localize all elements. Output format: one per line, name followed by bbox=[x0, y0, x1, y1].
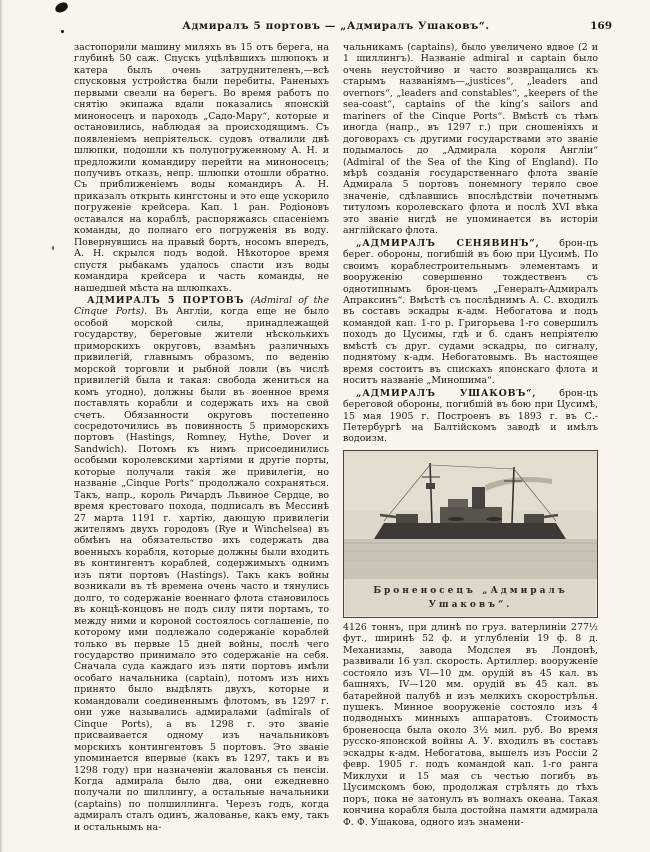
figure-caption-line1: Броненосецъ „Адмиралъ bbox=[373, 585, 568, 596]
scan-artifact bbox=[52, 246, 54, 250]
article-body: брон-цъ берег. обороны, погибшій въ бою при Цусимѣ. По своимъ кораблестроительнымъ элементамъ и вооруженію совершенно тождественъ съ однотипнымъ брон-цемъ „Генералъ-Адмиралъ Апраксинъ“. Вмѣстѣ съ послѣднимъ А. С. входилъ въ составъ эскадры к-адм. Небогатова и подъ командой кап. 1-го р. Григорьева 1-го совершилъ походъ до Цусимы, гдѣ и б. сданъ непріятелю вмѣстѣ съ друг. судами эскадры, по сигналу, поднятому к-адм. Небогатовымъ. Въ настоящее время состоитъ въ спискахъ японскаго флота и носитъ названіе „Миношима“. bbox=[343, 237, 598, 387]
article-title: „АДМИРАЛЪ СЕНЯВИНЪ“, bbox=[356, 237, 540, 249]
paragraph-continuation: 4126 тоннъ, при длинѣ по груз. ватерлиніи 277½ фут., ширинѣ 52 ф. и углубленіи 19 ф. 8 д. Механизмы, завода Модслея въ Лондонѣ, развивали 16 узл. скорость. Артиллер. вооруженіе состояло изъ VI—10 дм. орудій въ 45 кал. въ башняхъ, IV—120 мм. орудій въ 45 кал. въ батарейной палубѣ и изъ мелкихъ скорострѣльн. пушекъ. Минное вооруженіе состояло изъ 4 подводныхъ минныхъ аппаратовъ. Стоимость броненосца была около 3½ мил. руб. Во время русско-японской войны А. У. входилъ въ составъ эскадры к-адм. Небогатова, вышелъ изъ Россіи 2 февр. 1905 г. подъ командой кап. 1-го ранга Миклухи и 15 мая съ честью погибъ въ Цусимскомъ бою, продолжая стрѣлять до тѣхъ поръ, пока не затонулъ въ волнахъ океана. Такая кончина корабля была достойна памяти адмирала Ф. Ф. Ушакова, одного изъ знамени- bbox=[343, 621, 598, 828]
article-title: АДМИРАЛЪ 5 ПОРТОВЪ bbox=[87, 294, 245, 306]
paragraph-continuation: застопорили машину миляхъ въ 15 отъ берега, на глубинѣ 50 саж. Спускъ уцѣлѣвшихъ шлюпокъ и катера былъ очень затруднителенъ,—всѣ спусковыя устройства были перебиты. Раненыхъ первыми свезли на берегъ. Во время работъ по снятію экипажа вдали показались японскій миноносецъ и пароходъ „Садо-Мару“, которые и остановились, наблюдая за происходящимъ. Съ появленіемъ непріятельск. судовъ отвалили двѣ шлюпки, подошли къ полупогруженному А. Н. и предложили командиру перейти на миноносецъ; получивъ отказъ, непр. шлюпки отошли обратно. Съ приближеніемъ воды командиръ А. Н. приказалъ открыть кингстоны и это еще ускорило погруженіе крейсера. Кап. 1 ран. Родіоновъ оставался на кораблѣ, распоряжаясь спасеніемъ команды, до полнаго его погруженія въ воду. Повернувшись на правый бортъ, носомъ впередъ, А. Н. скрылся подъ водой. Нѣкоторое время спустя рыбакамъ удалось спасти изъ воды командира крейсера и часть команды, не нашедшей мѣста на шлюпкахъ. bbox=[74, 42, 329, 294]
scan-artifact bbox=[61, 30, 64, 33]
figure-caption-line2: Ушаковъ“. bbox=[428, 599, 513, 610]
article-title: „АДМИРАЛЪ УШАКОВЪ“, bbox=[356, 387, 537, 399]
article-body: Въ Англіи, когда еще не было особой морской силы, принадлежащей государству, береговые жители нѣсколькихъ приморскихъ округовъ, взамѣнъ различныхъ привилегій, главнымъ образомъ, по веденію морской торговли и рыбной ловли (въ числѣ привилегій была и такая: свобода жениться на комъ угодно), должны были въ военное время поставлять корабли и содержать ихъ на свой счетъ. Обязанности округовъ постепенно сосредоточились въ повинность 5 приморскихъ портовъ (Hastings, Romney, Hythe, Dover и Sandwich). Потомъ къ нимъ присоединились особыми королевскими хартіями и другіе порты, которые получали такія же привилегіи, но названіе „Cinque Ports“ продолжало сохраняться. Такъ, напр., король Ричардъ Львиное Сердце, во время крестоваго похода, подписалъ въ Мессинѣ 27 марта 1191 г. хартію, дающую привилегіи жителямъ двухъ городовъ (Rye и Winchelsea) въ обмѣнъ на обязательство ихъ содержать два военныхъ корабля, которые должны были входить въ контингентъ кораблей, содержимыхъ однимъ изъ пяти портовъ (Hastings). Такъ какъ войны возникали въ тѣ времена очень часто и тянулись долго, то содержаніе военнаго флота становилось въ концѣ-концовъ не подъ силу пяти портамъ, то между ними и короной состоялось соглашеніе, по которому ими подлежало содержаніе кораблей только въ первые 15 дней войны, послѣ чего государство принимало это содержаніе на себя. Сначала суда каждаго изъ пяти портовъ имѣли особаго начальника (captain), потомъ изъ нихъ принято было выдѣлять двухъ, которые и командовали соединеннымъ флотомъ, въ 1297 г. они уже назывались адмиралами (admirals of Cinque Ports), а въ 1298 г. это званіе присваивается одному изъ начальниковъ морскихъ контингентовъ 5 портовъ. Это званіе упоминается впервые (какъ въ 1297, такъ и въ 1298 году) при назначеніи жалованья съ пенсіи. Когда адмирала было два, они ежедневно получали по шиллингу, а остальные начальники (captains) по полшиллинга. Черезъ годъ, когда адмиралъ сталъ одинъ, жалованье, какъ ему, такъ и остальнымъ на- bbox=[74, 306, 329, 833]
article-body: брон-цъ береговой обороны, погибшій въ бою при Цусимѣ, 15 мая 1905 г. Построенъ въ 1893 г. въ С.-Петербургѣ на Балтійскомъ заводѣ и имѣлъ водоизм. bbox=[343, 387, 598, 445]
running-title: Адмиралъ 5 портовъ — „Адмиралъ Ушаковъ“. bbox=[182, 20, 490, 32]
right-column bbox=[343, 42, 598, 838]
article-subtitle: (Admiral of the Cinque Ports). bbox=[74, 294, 330, 318]
page-number: 169 bbox=[590, 20, 612, 32]
paragraph-continuation: чальникамъ (captains), было увеличено вдвое (2 и 1 шиллингъ). Названіе admiral и captain было очень неустойчиво и часто возвращались къ старымъ названіямъ—„justices“, „leaders and overnors“, „leaders and constables“, „keepers of the sea-coast“, captains of the king’s sailors and mariners of the Cinque Ports“. Вмѣстѣ съ тѣмъ иногда (напр., въ 1297 г.) при сношеніяхъ и договорахъ съ другими государствами это званіе подымалось до „Адмирала короля Англіи“ (Admiral of the Sea of the King of England). По мѣрѣ созданія государственнаго флота званіе Адмирала 5 портовъ понемногу теряло свое значеніе, сдѣлавшись впослѣдствіи почетнымъ титуломъ королевскаго флота и послѣ XVI вѣка это званіе нигдѣ не упоминается въ исторіи англійскаго флота. bbox=[343, 42, 598, 237]
article-admiral-ushakov bbox=[343, 388, 598, 445]
running-head bbox=[74, 20, 612, 34]
battleship-illustration bbox=[344, 451, 597, 579]
battleship-figure bbox=[343, 450, 598, 618]
battleship-photo bbox=[343, 450, 598, 618]
left-column bbox=[74, 42, 329, 838]
scan-edge-shadow bbox=[0, 0, 3, 852]
scan-artifact bbox=[54, 1, 69, 14]
article-admiral-5-portov bbox=[74, 295, 329, 833]
article-admiral-senyavin bbox=[343, 238, 598, 387]
text-columns bbox=[74, 42, 598, 838]
figure-caption bbox=[344, 584, 597, 612]
